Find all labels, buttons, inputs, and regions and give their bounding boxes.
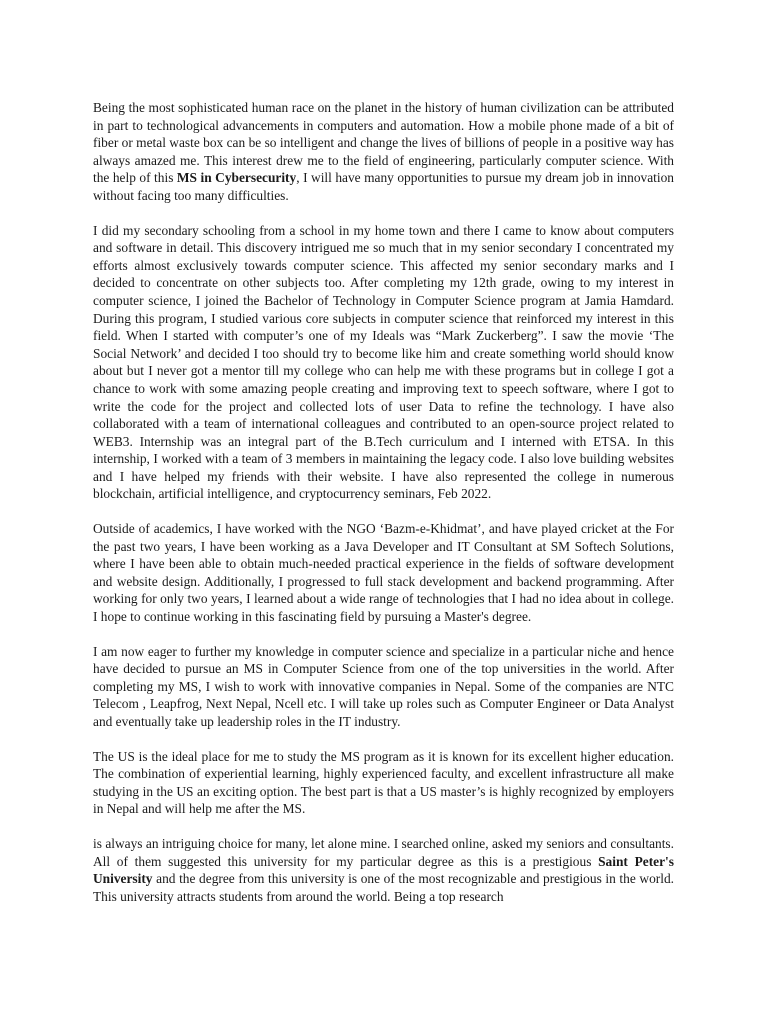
paragraph-intro-text-start: Being the most sophisticated human race on the planet in the history of human civilization can be attributed in part to technological advancements in computers and automation. How a mobile phone made of a bit of fiber or metal waste box can be so intelligent and change the lives of billions of people in a positive way has always amazed me. This interest drew me to the field of engineering, particularly computer science. With the help of this [93, 100, 674, 186]
paragraph-intro [93, 99, 674, 205]
paragraph-intro-text-end: , I will have many opportunities to pursue my dream job in innovation without facing too many difficulties. [93, 170, 674, 203]
program-name-bold: MS in Cybersecurity [176, 170, 297, 186]
paragraph-university-text-end: and the degree from this university is one of the most recognizable and prestigious in the world. This university attracts students from around the world. Being a top research [93, 871, 674, 904]
document-page [93, 99, 674, 922]
paragraph-experience: Outside of academics, I have worked with the NGO ‘Bazm-e-Khidmat’, and have played cricket at the For the past two years, I have been working as a Java Developer and IT Consultant at SM Softech Solutions, where I have been able to obtain much-needed practical experience in the fields of software development and website design. Additionally, I progressed to full stack development and backend programming. After working for only two years, I learned about a wide range of technologies that I had no idea about in college. I hope to continue working in this fascinating field by pursuing a Master's degree. [93, 521, 674, 625]
paragraph-university-text-start: is always an intriguing choice for many, let alone mine. I searched online, asked my seniors and consultants. All of them suggested this university for my particular degree as this is a prestigious [93, 835, 674, 869]
paragraph-goals: I am now eager to further my knowledge in computer science and specialize in a particular niche and hence have decided to pursue an MS in Computer Science from one of the top universities in the world. After completing my MS, I wish to work with innovative companies in Nepal. Some of the companies are NTC Telecom , Leapfrog, Next Nepal, Ncell etc. I will take up roles such as Computer Engineer or Data Analyst and eventually take up leadership roles in the IT industry. [93, 643, 674, 729]
paragraph-education: I did my secondary schooling from a school in my home town and there I came to know about computers and software in detail. This discovery intrigued me so much that in my senior secondary I concentrated my efforts almost exclusively towards computer science. This affected my senior secondary marks and I decided to concentrate on other subjects too. After completing my 12th grade, owing to my interest in computer science, I joined the Bachelor of Technology in Computer Science program at Jamia Hamdard. During this program, I studied various core subjects in computer science that reinforced my interest in this field. When I started with computer’s one of my Ideals was “Mark Zuckerberg”. I saw the movie ‘The Social Network’ and decided I too should try to become like him and create something world should know about but I never got a mentor till my college who can help me with these programs but in college I got a chance to work with some amazing people creating and improving text to speech software, where I got to write the code for the project and collected lots of user Data to refine the technology. I have also collaborated with a team of international colleagues and contributed to an open-source project related to WEB3. Internship was an integral part of the B.Tech curriculum and I interned with ETSA. In this internship, I worked with a team of 3 members in maintaining the legacy code. I also love building websites and I have helped my friends with their website. I have also represented the college in numerous blockchain, artificial intelligence, and cryptocurrency seminars, Feb 2022. [93, 222, 674, 502]
university-name-bold: Saint Peter's University [93, 853, 674, 887]
paragraph-why-us: The US is the ideal place for me to study the MS program as it is known for its excellent higher education. The combination of experiential learning, highly experienced faculty, and excellent infrastructure all make studying in the US an exciting option. The best part is that a US master’s is highly recognized by employers in Nepal and will help me after the MS. [93, 748, 674, 817]
paragraph-why-university [93, 835, 674, 905]
